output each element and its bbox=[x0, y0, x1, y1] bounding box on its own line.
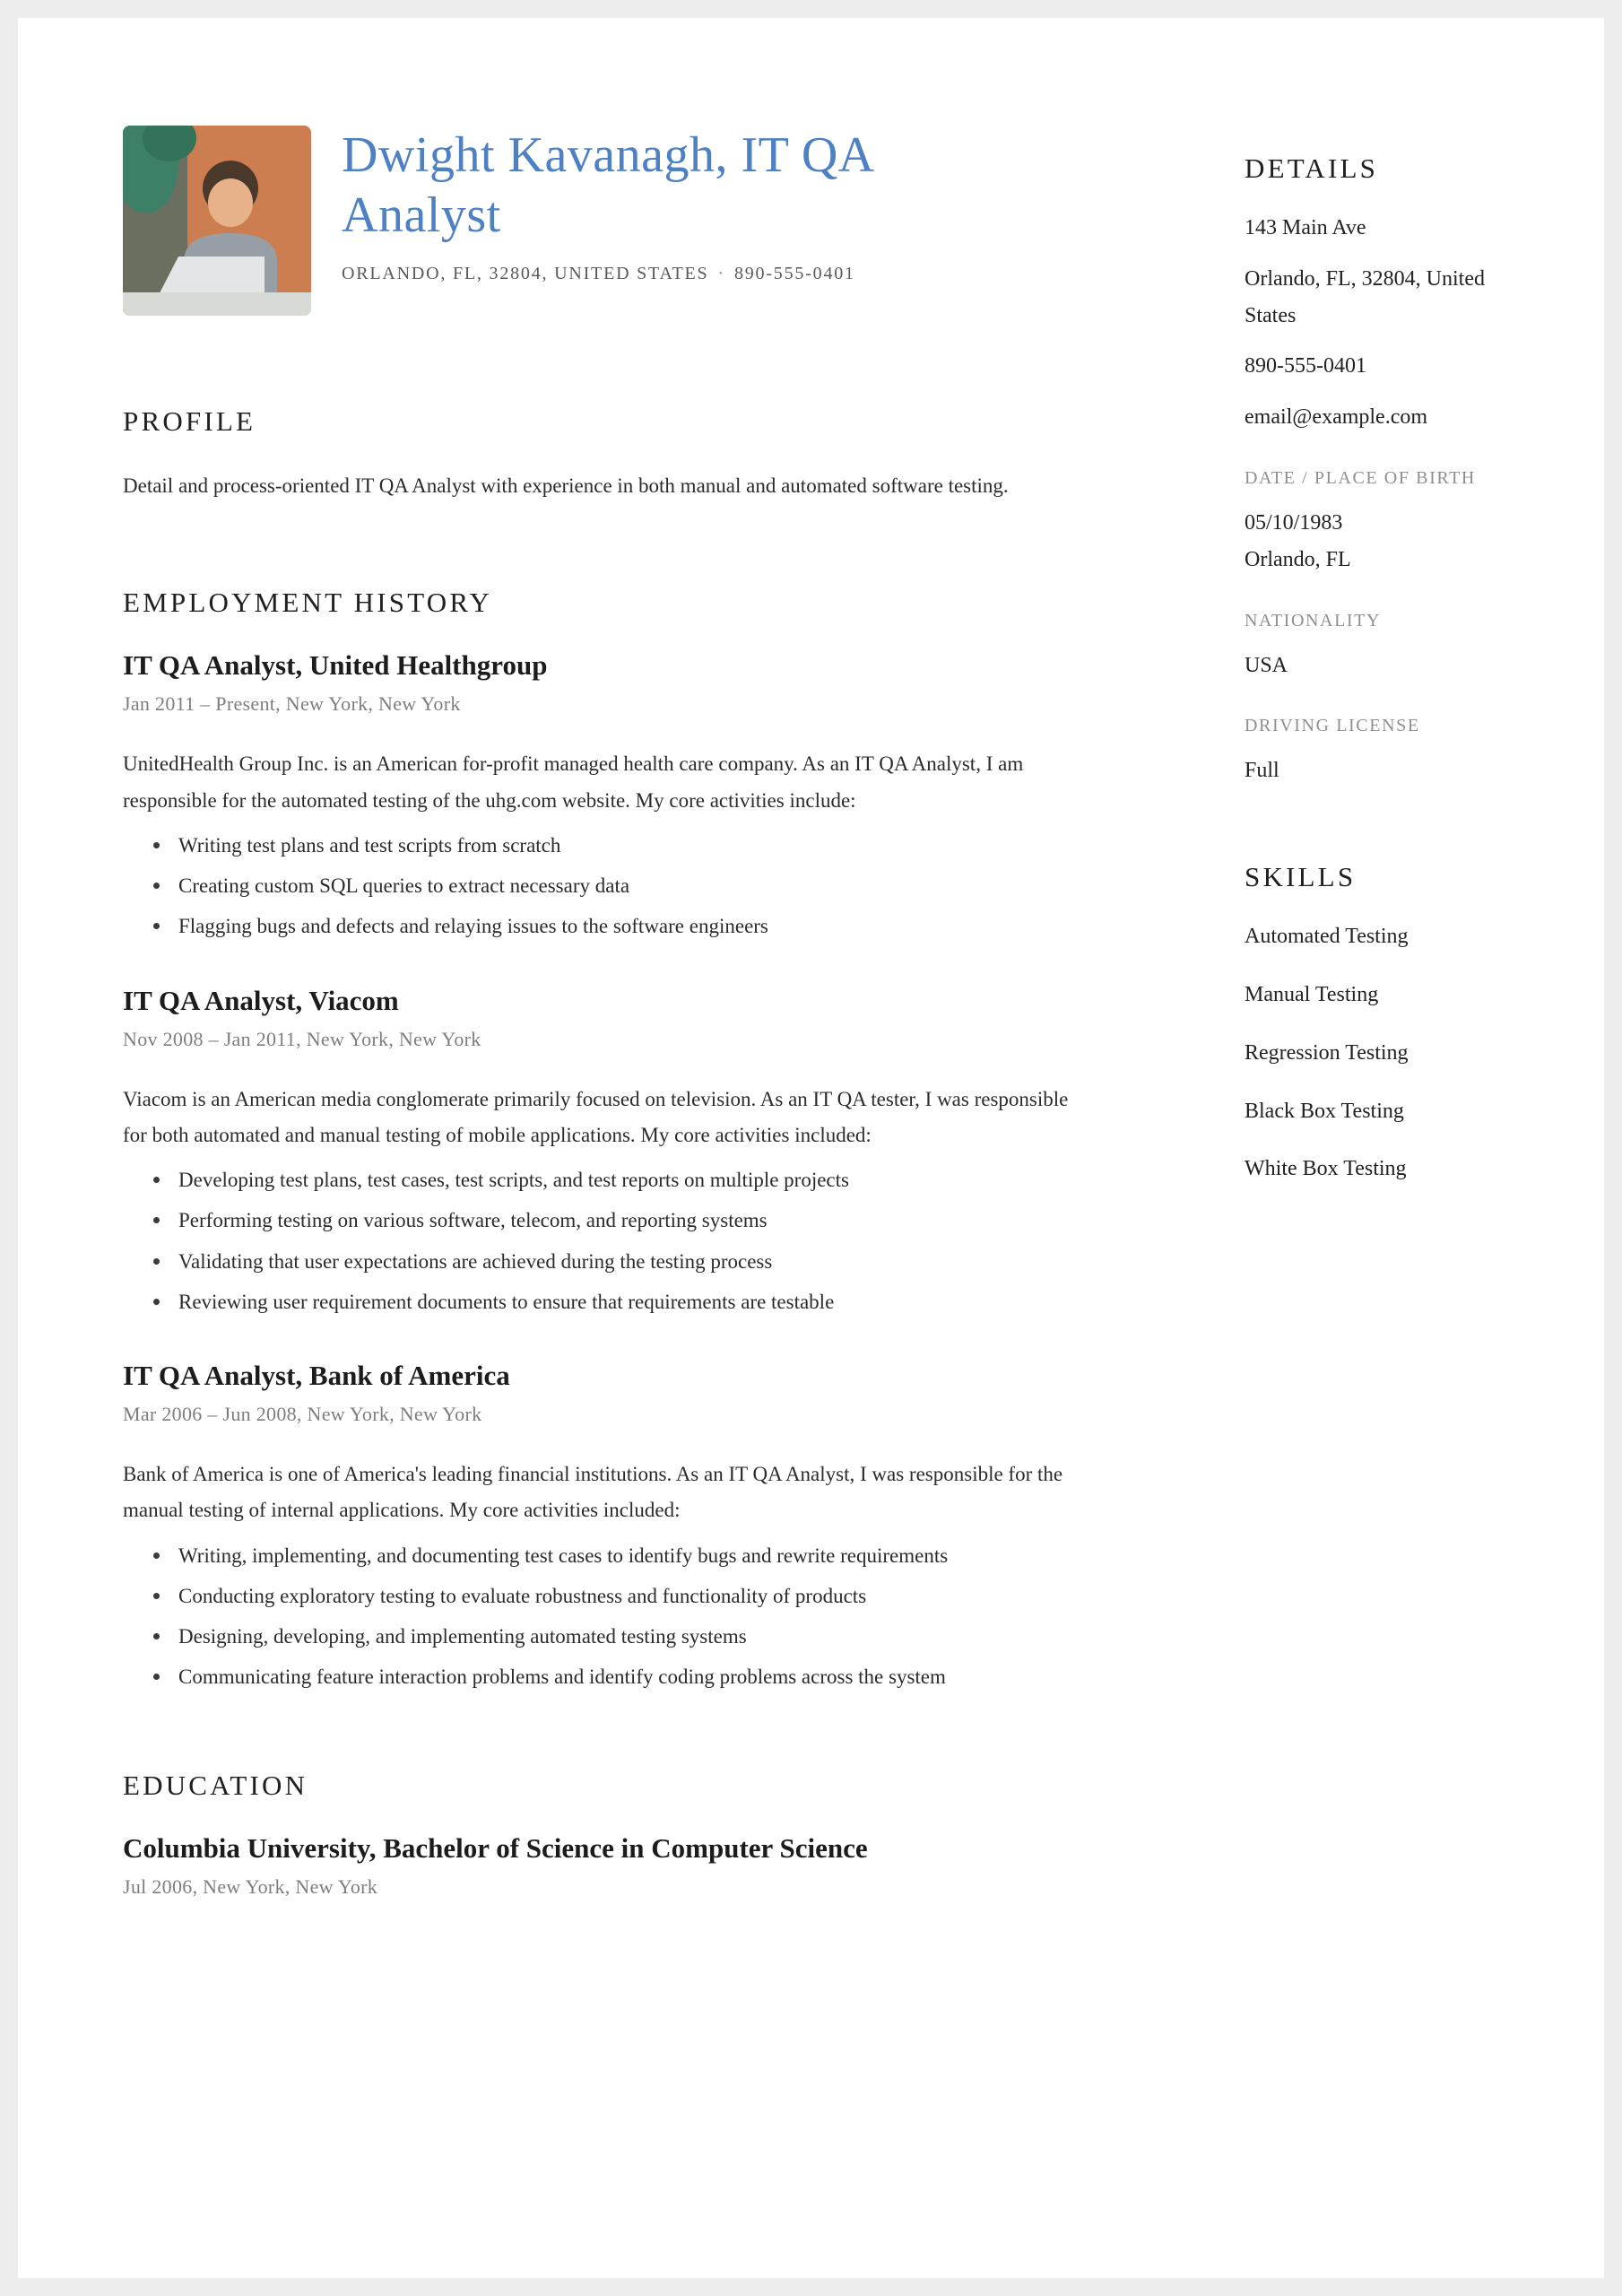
list-item: Developing test plans, test cases, test scripts, and test reports on multiple projects bbox=[123, 1162, 1088, 1198]
list-item: Flagging bugs and defects and relaying issues to the software engineers bbox=[123, 909, 1088, 944]
education-meta: Jul 2006, New York, New York bbox=[123, 1874, 378, 1898]
sidebar-phone: 890-555-0401 bbox=[1245, 354, 1366, 378]
list-item: Conducting exploratory testing to evaluate robustness and functionality of products bbox=[123, 1578, 1088, 1614]
job-meta: Jan 2011 – Present, New York, New York bbox=[123, 692, 461, 716]
job-description: Viacom is an American media conglomerate primarily focused on television. As an IT QA tester, I was responsible for both automated and manual testing of mobile applications. My core activities included: bbox=[123, 1087, 1069, 1146]
job-meta: Mar 2006 – Jun 2008, New York, New York bbox=[123, 1403, 482, 1425]
profile-section bbox=[123, 405, 1088, 504]
profile-heading: PROFILE bbox=[123, 405, 256, 437]
list-item: Regression Testing bbox=[1245, 1040, 1409, 1065]
list-item: Writing, implementing, and documenting test cases to identify bugs and rewrite requirements bbox=[123, 1538, 1088, 1574]
job-title: IT QA Analyst, United Healthgroup bbox=[123, 649, 548, 682]
address-line-2: Orlando, FL, 32804, United States bbox=[1245, 266, 1485, 327]
list-item: Performing testing on various software, telecom, and reporting systems bbox=[123, 1203, 1088, 1239]
birth-place: Orlando, FL bbox=[1245, 547, 1351, 571]
driving-license-label: DRIVING LICENSE bbox=[1245, 716, 1420, 736]
list-item: Designing, developing, and implementing automated testing systems bbox=[123, 1619, 1088, 1655]
job-meta: Nov 2008 – Jan 2011, New York, New York bbox=[123, 1027, 481, 1050]
contact-separator: · bbox=[717, 264, 725, 284]
list-item: Manual Testing bbox=[1245, 982, 1379, 1006]
main-column bbox=[123, 126, 1088, 2224]
contact-line bbox=[342, 264, 1023, 284]
resume-header bbox=[123, 126, 1088, 316]
skills-section bbox=[1245, 861, 1514, 1187]
profile-photo bbox=[123, 126, 311, 316]
skills-heading: SKILLS bbox=[1245, 861, 1357, 893]
driving-license-value: Full bbox=[1245, 759, 1279, 783]
nationality-label: NATIONALITY bbox=[1245, 610, 1382, 631]
list-item: Reviewing user requirement documents to ensure that requirements are testable bbox=[123, 1284, 1088, 1320]
job-bullet-list bbox=[123, 1162, 1088, 1320]
details-heading: DETAILS bbox=[1245, 152, 1379, 184]
resume-paper bbox=[18, 18, 1604, 2278]
job-entry bbox=[123, 1360, 1088, 1696]
job-title: IT QA Analyst, Bank of America bbox=[123, 1360, 510, 1391]
skills-list bbox=[1245, 918, 1514, 1187]
list-item: Black Box Testing bbox=[1245, 1099, 1404, 1123]
education-section bbox=[123, 1770, 1088, 1899]
job-entry bbox=[123, 985, 1088, 1321]
contact-location: ORLANDO, FL, 32804, UNITED STATES bbox=[342, 264, 709, 284]
list-item: White Box Testing bbox=[1245, 1157, 1407, 1181]
list-item: Creating custom SQL queries to extract necessary data bbox=[123, 868, 1088, 904]
list-item: Writing test plans and test scripts from scratch bbox=[123, 828, 1088, 864]
address-line-1: 143 Main Ave bbox=[1245, 216, 1366, 239]
job-title: IT QA Analyst, Viacom bbox=[123, 984, 399, 1016]
birth-date: 05/10/1983 bbox=[1245, 510, 1343, 535]
job-entry bbox=[123, 649, 1088, 944]
job-description: Bank of America is one of America's leading financial institutions. As an IT QA Analyst, I was responsible for the manual testing of internal applications. My core activities included: bbox=[123, 1463, 1063, 1522]
profile-text: Detail and process-oriented IT QA Analyst with experience in both manual and automated software testing. bbox=[123, 474, 1009, 497]
education-entry bbox=[123, 1832, 1088, 1899]
job-bullet-list bbox=[123, 828, 1088, 945]
sidebar bbox=[1245, 126, 1514, 2224]
header-text bbox=[342, 126, 1023, 316]
profile-photo-image bbox=[123, 126, 311, 316]
name-title: Dwight Kavanagh, IT QA Analyst bbox=[342, 127, 872, 244]
contact-phone: 890-555-0401 bbox=[733, 264, 855, 284]
employment-section bbox=[123, 587, 1088, 1695]
education-title: Columbia University, Bachelor of Science in Computer Science bbox=[123, 1831, 868, 1864]
sidebar-email: email@example.com bbox=[1245, 405, 1428, 430]
job-description: UnitedHealth Group Inc. is an American for-profit managed health care company. As an IT QA Analyst, I am responsible for the automated testing of the uhg.com website. My core activities include: bbox=[123, 752, 1024, 812]
birth-label: DATE / PLACE OF BIRTH bbox=[1245, 467, 1476, 488]
list-item: Validating that user expectations are achieved during the testing process bbox=[123, 1244, 1088, 1280]
job-bullet-list bbox=[123, 1538, 1088, 1696]
nationality-value: USA bbox=[1245, 653, 1288, 677]
education-heading: EDUCATION bbox=[123, 1769, 308, 1801]
list-item: Communicating feature interaction problems and identify coding problems across the system bbox=[123, 1659, 1088, 1695]
list-item: Automated Testing bbox=[1245, 925, 1409, 949]
employment-heading: EMPLOYMENT HISTORY bbox=[123, 587, 493, 619]
